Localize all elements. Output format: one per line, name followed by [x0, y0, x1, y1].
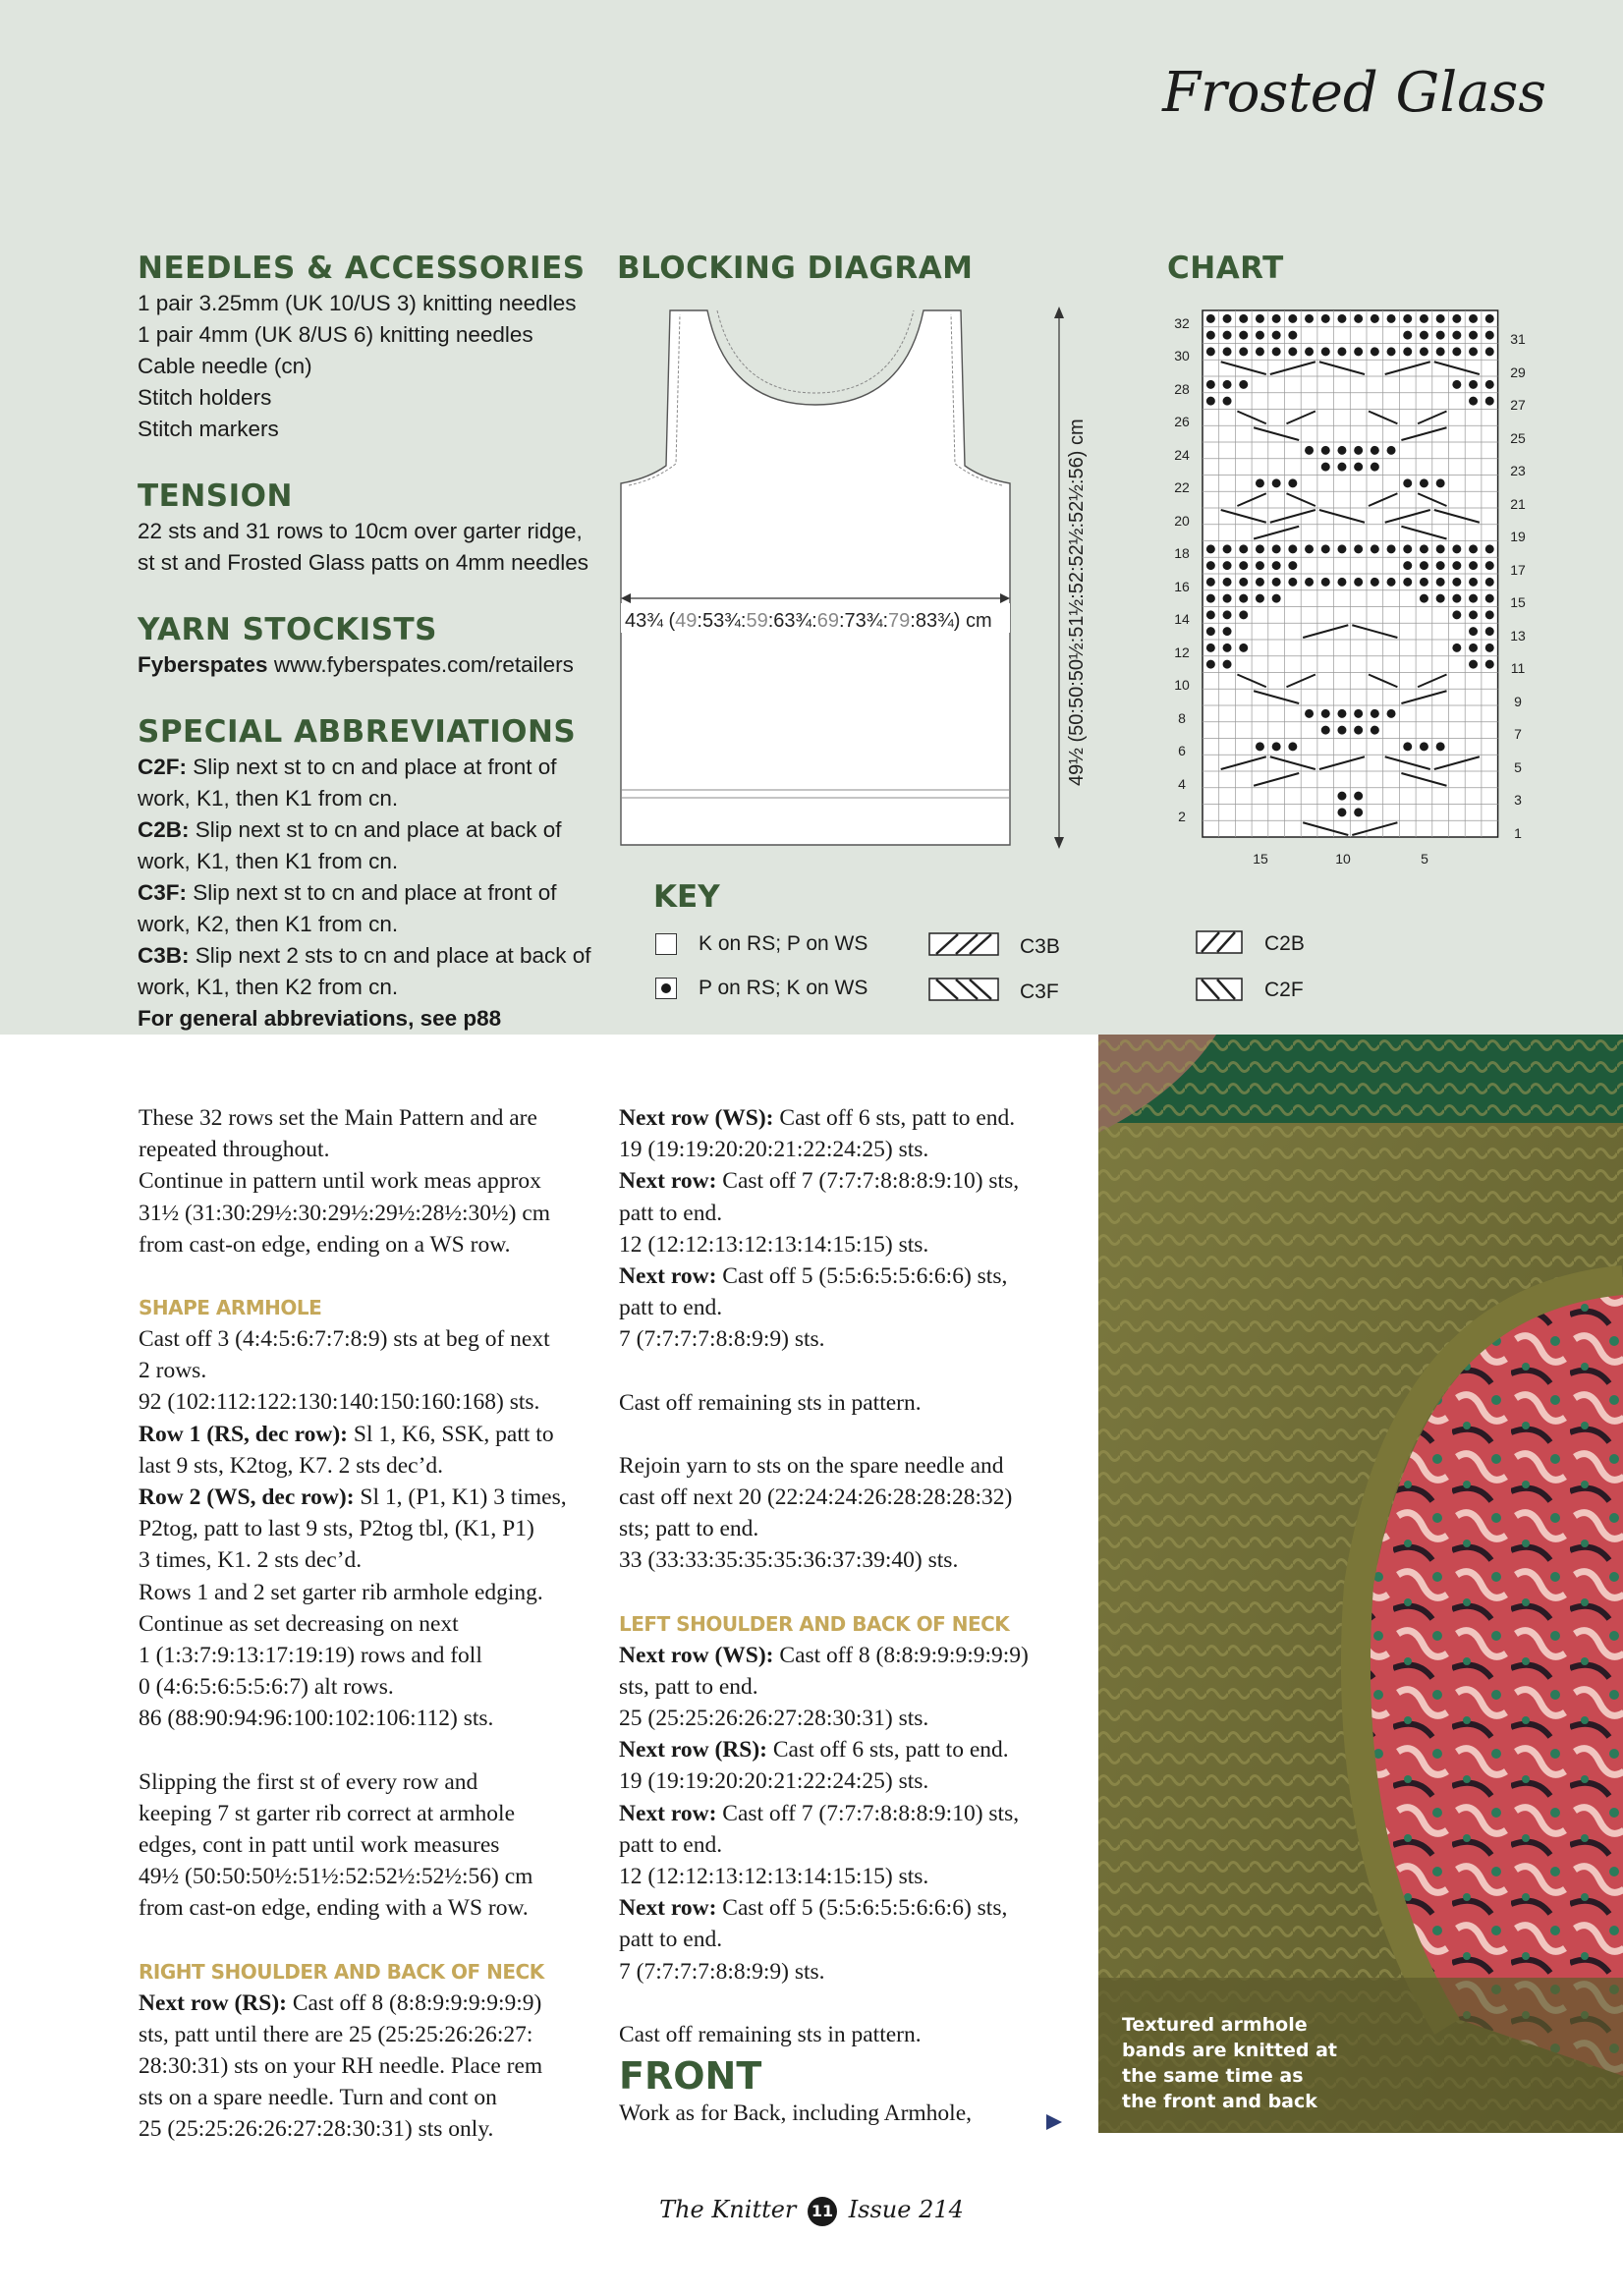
- body-text: 28:30:31) sts on your RH needle. Place rem: [139, 2053, 543, 2080]
- knitting-chart: [1159, 307, 1533, 876]
- body-text: 31½ (31:30:29½:30:29½:29½:28½:30½) cm: [139, 1200, 551, 1226]
- body-text: 0 (4:6:5:6:5:5:6:7) alt rows.: [139, 1674, 394, 1701]
- width-measurement: 43¾ (49:53¾:59:63¾:69:73¾:79:83¾) cm: [625, 610, 992, 632]
- body-text: 2 rows.: [139, 1358, 207, 1384]
- body-text: 25 (25:25:26:26:27:28:30:31) sts.: [619, 1706, 929, 1732]
- body-text: 3 times, K1. 2 sts dec’d.: [139, 1547, 363, 1574]
- subheading-left-shoulder: LEFT SHOULDER AND BACK OF NECK: [619, 1611, 1010, 1636]
- c2b-symbol-icon: [1196, 930, 1243, 954]
- needle-item: Stitch holders: [138, 385, 272, 410]
- body-text: sts, patt to end.: [619, 1673, 758, 1700]
- body-text: Cast off remaining sts in pattern.: [619, 2021, 922, 2047]
- needle-item: 1 pair 3.25mm (UK 10/US 3) knitting needles: [138, 291, 577, 315]
- key-c2f-label: C2F: [1264, 979, 1304, 1001]
- needles-heading: NEEDLES & ACCESSORIES: [138, 251, 586, 286]
- chart-row-label: 13: [1510, 628, 1526, 644]
- body-text: Next row: Cast off 5 (5:5:6:5:5:6:6:6) sts,: [619, 1895, 1008, 1922]
- body-text: Cast off 3 (4:4:5:6:7:7:8:9) sts at beg of next: [139, 1326, 550, 1353]
- body-text: Row 2 (WS, dec row): Sl 1, (P1, K1) 3 times,: [139, 1484, 567, 1511]
- body-text: 86 (88:90:94:96:100:102:106:112) sts.: [139, 1706, 494, 1732]
- yarn-url: www.fyberspates.com/retailers: [273, 652, 574, 677]
- body-text: Next row (WS): Cast off 8 (8:8:9:9:9:9:9:9): [619, 1642, 1029, 1668]
- body-text: sts on a spare needle. Turn and cont on: [139, 2085, 497, 2111]
- chart-row-label: 17: [1510, 562, 1526, 578]
- body-text: from cast-on edge, ending with a WS row.: [139, 1895, 529, 1922]
- body-text: These 32 rows set the Main Pattern and are: [139, 1105, 537, 1131]
- body-text: Next row: Cast off 5 (5:5:6:5:5:6:6:6) sts,: [619, 1263, 1008, 1290]
- body-text: P2tog, patt to last 9 sts, P2tog tbl, (K1, P1): [139, 1516, 534, 1542]
- instructions-column-1: [139, 1102, 600, 2146]
- length-measurement: 49½ (50:50:50½:51½:52:52½:52½:56) cm: [1066, 419, 1088, 786]
- abbreviations-heading: SPECIAL ABBREVIATIONS: [138, 714, 577, 750]
- subheading-shape-armhole: SHAPE ARMHOLE: [139, 1296, 322, 1320]
- chart-row-label: 31: [1510, 331, 1526, 347]
- tension-heading: TENSION: [138, 478, 293, 514]
- body-text: Next row (RS): Cast off 8 (8:8:9:9:9:9:9:9): [139, 1989, 542, 2016]
- needle-item: 1 pair 4mm (UK 8/US 6) knitting needles: [138, 322, 533, 347]
- key-c3b-label: C3B: [1020, 935, 1060, 958]
- body-text: Cast off remaining sts in pattern.: [619, 1389, 922, 1416]
- chart-row-label: 28: [1174, 381, 1190, 397]
- instructions-column-2: [619, 1102, 1081, 2129]
- body-text: 19 (19:19:20:20:21:22:24:25) sts.: [619, 1768, 929, 1795]
- yarn-stockist: [138, 649, 599, 681]
- body-text: Next row (WS): Cast off 6 sts, patt to end.: [619, 1105, 1016, 1131]
- body-text: Rows 1 and 2 set garter rib armhole edging.: [139, 1579, 543, 1605]
- body-text: Continue in pattern until work meas approx: [139, 1168, 541, 1195]
- chart-row-label: 2: [1178, 809, 1186, 824]
- chart-row-label: 29: [1510, 364, 1526, 380]
- body-text: Work as for Back, including Armhole,: [619, 2100, 973, 2127]
- body-text: Slipping the first st of every row and: [139, 1768, 478, 1795]
- chart-row-label: 5: [1514, 759, 1522, 775]
- body-text: Row 1 (RS, dec row): Sl 1, K6, SSK, patt to: [139, 1421, 554, 1447]
- chart-row-label: 19: [1510, 529, 1526, 544]
- blocking-diagram: [609, 307, 1100, 857]
- chart-row-label: 22: [1174, 479, 1190, 495]
- abbreviation-cont: work, K1, then K1 from cn.: [138, 786, 399, 811]
- page-title: Frosted Glass: [1162, 61, 1546, 125]
- body-text: last 9 sts, K2tog, K7. 2 sts dec’d.: [139, 1452, 444, 1479]
- photo-caption: Textured armhole bands are knitted at the same time as the front and back: [1122, 2014, 1338, 2112]
- body-text: keeping 7 st garter rib correct at armhole: [139, 1800, 516, 1826]
- body-text: Next row: Cast off 7 (7:7:7:8:8:8:9:10) sts,: [619, 1168, 1020, 1195]
- body-text: 12 (12:12:13:12:13:14:15:15) sts.: [619, 1864, 929, 1890]
- body-text: 92 (102:112:122:130:140:150:160:168) sts.: [139, 1389, 540, 1416]
- chart-col-label: 15: [1253, 851, 1268, 867]
- c3f-symbol-icon: [928, 978, 999, 1001]
- chart-row-label: 8: [1178, 710, 1186, 726]
- chart-row-label: 14: [1174, 611, 1190, 627]
- key-heading: KEY: [653, 879, 720, 915]
- chart-col-label: 5: [1421, 851, 1428, 867]
- chart-row-label: 18: [1174, 545, 1190, 561]
- chart-row-label: 16: [1174, 579, 1190, 594]
- chart-row-label: 1: [1514, 825, 1522, 841]
- abbreviation-item: C3B: Slip next 2 sts to cn and place at back of: [138, 943, 591, 968]
- key-c3f-label: C3F: [1020, 980, 1059, 1003]
- purl-symbol-icon: [655, 978, 677, 999]
- body-text: 12 (12:12:13:12:13:14:15:15) sts.: [619, 1231, 929, 1258]
- body-text: Rejoin yarn to sts on the spare needle and: [619, 1452, 1004, 1479]
- abbreviation-cont: work, K2, then K1 from cn.: [138, 912, 399, 936]
- chart-row-label: 3: [1514, 792, 1522, 808]
- knit-symbol-icon: [655, 933, 677, 955]
- body-text: 19 (19:19:20:20:21:22:24:25) sts.: [619, 1137, 929, 1163]
- chart-heading: CHART: [1167, 251, 1284, 286]
- abbreviation-item: C3F: Slip next st to cn and place at front of: [138, 880, 557, 905]
- needle-item: Stitch markers: [138, 417, 279, 441]
- abbreviation-item: C2B: Slip next st to cn and place at back of: [138, 817, 562, 842]
- body-text: patt to end.: [619, 1831, 723, 1858]
- c3b-symbol-icon: [928, 932, 999, 956]
- abbreviation-cont: work, K1, then K1 from cn.: [138, 849, 399, 873]
- body-text: Continue as set decreasing on next: [139, 1610, 459, 1637]
- chart-row-label: 7: [1514, 726, 1522, 742]
- c2f-symbol-icon: [1196, 978, 1243, 1001]
- chart-row-label: 26: [1174, 414, 1190, 429]
- body-text: sts, patt until there are 25 (25:25:26:26:27:: [139, 2021, 533, 2047]
- body-text: cast off next 20 (22:24:24:26:28:28:28:32): [619, 1484, 1013, 1511]
- subheading-right-shoulder: RIGHT SHOULDER AND BACK OF NECK: [139, 1959, 544, 1984]
- tension-text: st st and Frosted Glass patts on 4mm needles: [138, 550, 588, 575]
- chart-row-label: 9: [1514, 694, 1522, 709]
- body-text: edges, cont in patt until work measures: [139, 1832, 500, 1859]
- chart-row-label: 20: [1174, 513, 1190, 529]
- chart-row-label: 24: [1174, 447, 1190, 463]
- key-c2b-label: C2B: [1264, 932, 1305, 955]
- tension-text: 22 sts and 31 rows to 10cm over garter ridge,: [138, 519, 583, 543]
- page-number: 11: [808, 2197, 837, 2226]
- chart-key: [653, 879, 1577, 1027]
- chart-row-label: 15: [1510, 594, 1526, 610]
- magazine-name: The Knitter: [659, 2196, 797, 2223]
- yarn-brand: Fyberspates: [138, 652, 268, 677]
- body-text: 25 (25:25:26:26:27:28:30:31) sts only.: [139, 2116, 494, 2143]
- body-text: patt to end.: [619, 1295, 723, 1321]
- chart-row-label: 23: [1510, 463, 1526, 478]
- abbreviation-cont: work, K1, then K2 from cn.: [138, 975, 399, 999]
- body-text: patt to end.: [619, 1927, 723, 1953]
- body-text: 49½ (50:50:50½:51½:52:52½:52½:56) cm: [139, 1864, 533, 1890]
- key-purl-label: P on RS; K on WS: [699, 977, 868, 999]
- body-text: patt to end.: [619, 1200, 723, 1226]
- chart-row-label: 32: [1174, 315, 1190, 331]
- yarn-heading: YARN STOCKISTS: [138, 612, 438, 647]
- abbreviation-item: C2F: Slip next st to cn and place at front of: [138, 755, 557, 779]
- sweater-photo: [1098, 1035, 1623, 2133]
- chart-row-label: 30: [1174, 348, 1190, 364]
- body-text: 7 (7:7:7:7:8:8:9:9) sts.: [619, 1958, 825, 1985]
- key-knit-label: K on RS; P on WS: [699, 932, 868, 955]
- chart-row-label: 10: [1174, 677, 1190, 693]
- chart-row-label: 4: [1178, 776, 1186, 792]
- body-text: from cast-on edge, ending on a WS row.: [139, 1231, 511, 1258]
- body-text: repeated throughout.: [139, 1137, 330, 1163]
- continue-arrow-icon: [1046, 2114, 1062, 2130]
- front-heading: FRONT: [619, 2054, 762, 2099]
- chart-row-label: 11: [1510, 660, 1526, 676]
- body-text: 33 (33:33:35:35:35:36:37:39:40) sts.: [619, 1547, 959, 1574]
- chart-row-label: 12: [1174, 644, 1190, 660]
- body-text: sts; patt to end.: [619, 1516, 759, 1542]
- general-abbreviations-note: For general abbreviations, see p88: [138, 1006, 502, 1031]
- chart-col-label: 10: [1335, 851, 1351, 867]
- body-text: Next row: Cast off 7 (7:7:7:8:8:8:9:10) sts,: [619, 1800, 1020, 1826]
- info-column: [138, 251, 599, 1035]
- blocking-heading: BLOCKING DIAGRAM: [617, 251, 974, 286]
- page-footer: [0, 2196, 1623, 2226]
- chart-row-label: 21: [1510, 496, 1526, 512]
- body-text: 1 (1:3:7:9:13:17:19:19) rows and foll: [139, 1643, 482, 1669]
- body-text: Next row (RS): Cast off 6 sts, patt to end.: [619, 1737, 1009, 1764]
- chart-row-label: 6: [1178, 743, 1186, 758]
- needle-item: Cable needle (cn): [138, 354, 312, 378]
- body-text: 7 (7:7:7:7:8:8:9:9) sts.: [619, 1326, 825, 1353]
- issue-number: Issue 214: [848, 2196, 964, 2223]
- chart-row-label: 27: [1510, 397, 1526, 413]
- chart-row-label: 25: [1510, 430, 1526, 446]
